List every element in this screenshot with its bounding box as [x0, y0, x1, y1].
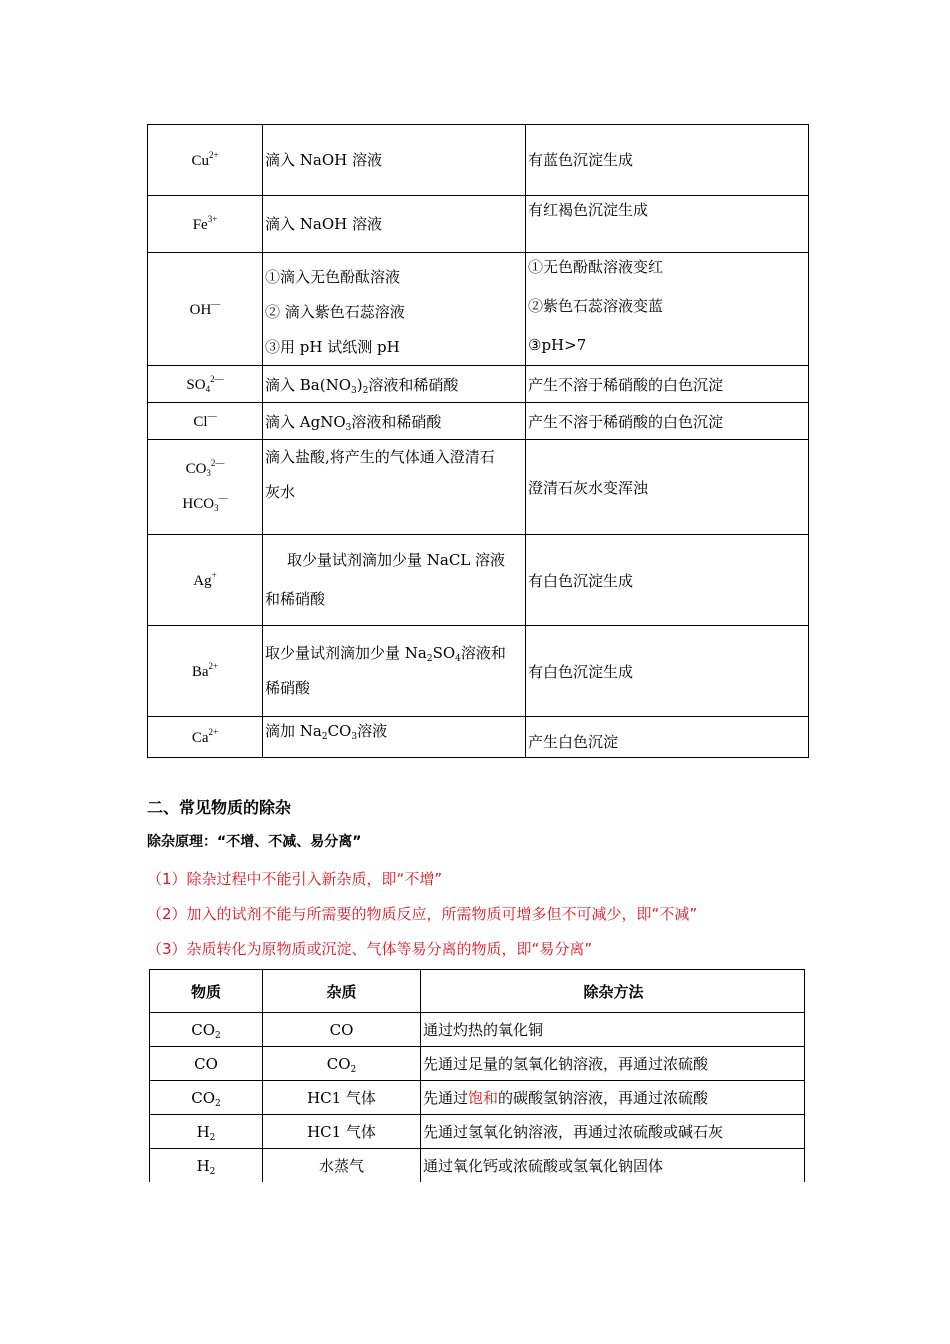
table-row: [150, 1149, 805, 1183]
substance-cell: $H_2$: [150, 1115, 263, 1149]
impurity-cell: HC1 气体: [263, 1081, 421, 1115]
table-row: [148, 125, 809, 196]
substance-cell: CO: [150, 1047, 263, 1081]
table-header-row: [150, 970, 805, 1013]
result-cell: 产生不溶于稀硝酸的白色沉淀: [526, 366, 809, 403]
ion-cell: $Cu^{2+}$: [148, 125, 263, 196]
impurity-removal-table: [149, 969, 805, 1182]
ion-cell: Cl—: [148, 403, 263, 440]
method-cell: 滴加 $Na_2CO_3$溶液: [263, 717, 526, 758]
method-cell: 通过氧化钙或浓硫酸或氢氧化钠固体: [421, 1149, 805, 1183]
impurity-cell: 水蒸气: [263, 1149, 421, 1183]
ion-cell: $Ba^{2+}$: [148, 626, 263, 717]
method-cell: 取少量试剂滴加少量 NaCL 溶液 和稀硝酸: [263, 535, 526, 626]
principle-text: 除杂原理：“不增、不减、易分离”: [147, 834, 362, 850]
result-cell: 产生白色沉淀: [526, 717, 809, 758]
method-cell: 先通过饱和的碳酸氢钠溶液，再通过浓硫酸: [421, 1081, 805, 1115]
table-row: [150, 1081, 805, 1115]
table-row: [148, 253, 809, 366]
method-cell: 滴入 $Ba(NO_3)_2$溶液和稀硝酸: [263, 366, 526, 403]
result-cell: 有白色沉淀生成: [526, 535, 809, 626]
result-cell: 有红褐色沉淀生成: [526, 196, 809, 253]
impurity-cell: $CO_2$: [263, 1047, 421, 1081]
method-cell: 通过灼热的氧化铜: [421, 1013, 805, 1047]
method-cell: 滴入 NaOH 溶液: [263, 125, 526, 196]
method-cell: 滴入 NaOH 溶液: [263, 196, 526, 253]
header-substance: 物质: [150, 970, 263, 1013]
rule-item: （1）除杂过程中不能引入新杂质，即“不增”: [147, 870, 443, 888]
result-cell: 有蓝色沉淀生成: [526, 125, 809, 196]
ion-cell: $CO_3^{2—}$ $HCO_3^—$: [148, 440, 263, 535]
ion-cell: $Ca^{2+}$: [148, 717, 263, 758]
header-method: 除杂方法: [421, 970, 805, 1013]
method-cell: ①滴入无色酚酞溶液 ② 滴入紫色石蕊溶液 ③用 pH 试纸测 pH: [263, 253, 526, 366]
rule-item: （3）杂质转化为原物质或沉淀、气体等易分离的物质，即“易分离”: [147, 940, 593, 958]
ion-cell: $Fe^{3+}$: [148, 196, 263, 253]
section-title: 二、常见物质的除杂: [147, 798, 292, 817]
result-cell: 有白色沉淀生成: [526, 626, 809, 717]
method-cell: 取少量试剂滴加少量 $Na_2SO_4$溶液和 稀硝酸: [263, 626, 526, 717]
impurity-cell: CO: [263, 1013, 421, 1047]
result-cell: 产生不溶于稀硝酸的白色沉淀: [526, 403, 809, 440]
result-cell: 澄清石灰水变浑浊: [526, 440, 809, 535]
ion-cell: $SO_4^{2—}$: [148, 366, 263, 403]
table-row: [148, 626, 809, 717]
table-row: [150, 1047, 805, 1081]
substance-cell: $H_2$: [150, 1149, 263, 1183]
method-cell: 先通过氢氧化钠溶液，再通过浓硫酸或碱石灰: [421, 1115, 805, 1149]
table-row: [148, 196, 809, 253]
method-cell: 先通过足量的氢氧化钠溶液，再通过浓硫酸: [421, 1047, 805, 1081]
result-cell: ①无色酚酞溶液变红 ②紫色石蕊溶液变蓝 ③pH>7: [526, 253, 809, 366]
table-row: [150, 1013, 805, 1047]
header-impurity: 杂质: [263, 970, 421, 1013]
table-row: [148, 403, 809, 440]
table-row: [148, 440, 809, 535]
table-row: [150, 1115, 805, 1149]
ion-test-table: [147, 124, 809, 758]
substance-cell: $CO_2$: [150, 1013, 263, 1047]
impurity-cell: HC1 气体: [263, 1115, 421, 1149]
table-row: [148, 717, 809, 758]
substance-cell: $CO_2$: [150, 1081, 263, 1115]
rule-item: （2）加入的试剂不能与所需要的物质反应，所需物质可增多但不可减少，即“不减”: [147, 905, 698, 923]
ion-cell: Ag+: [148, 535, 263, 626]
table-row: [148, 535, 809, 626]
method-cell: 滴入盐酸,将产生的气体通入澄清石 灰水: [263, 440, 526, 535]
ion-cell: OH—: [148, 253, 263, 366]
table-row: [148, 366, 809, 403]
method-cell: 滴入 AgNO$_3$溶液和稀硝酸: [263, 403, 526, 440]
